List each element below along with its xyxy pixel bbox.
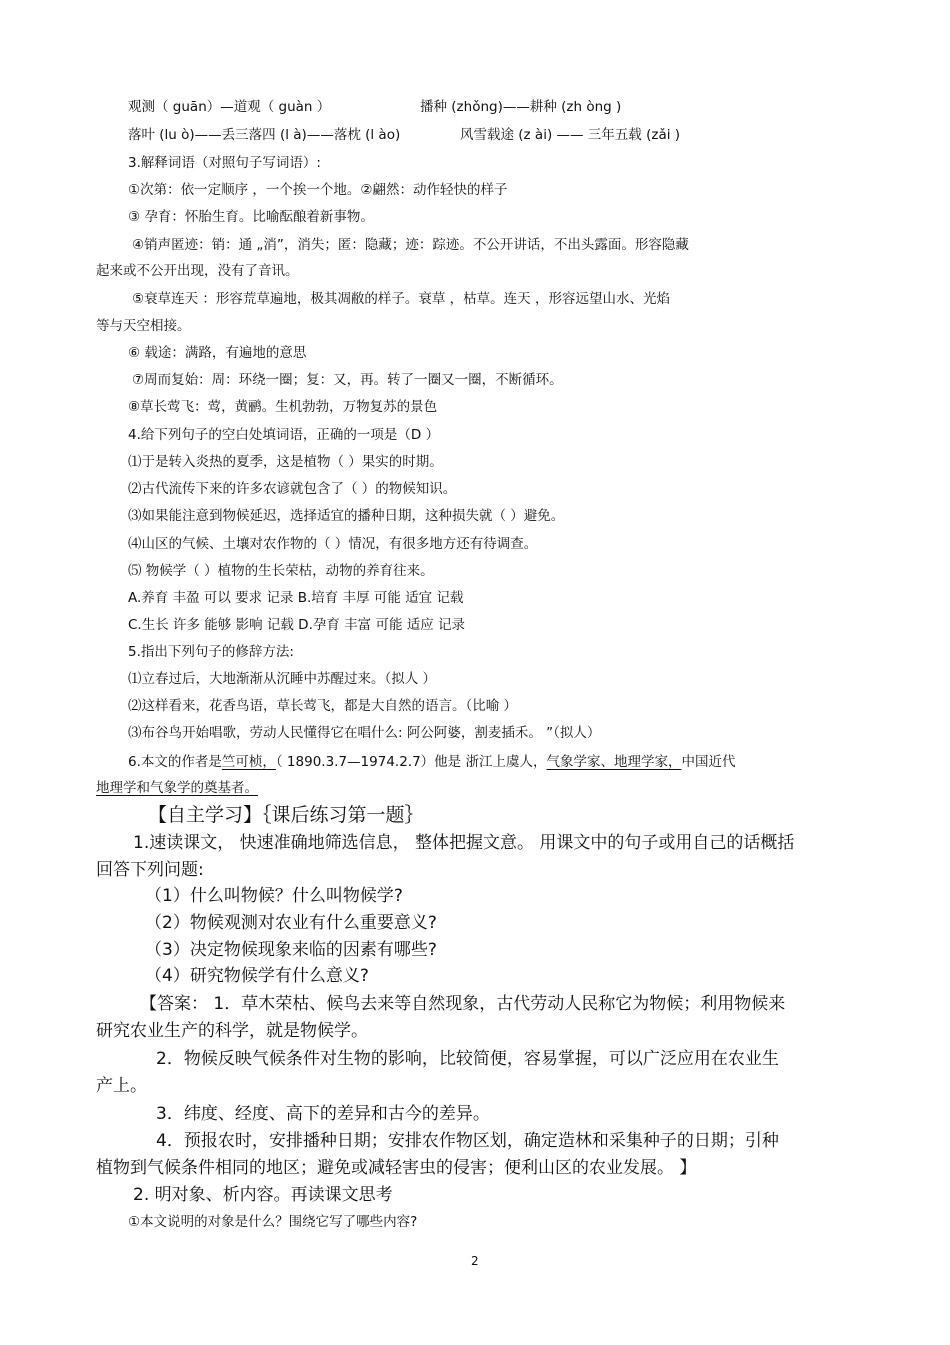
task-1-line-b: 回答下列问题:: [96, 860, 204, 880]
options-a-b: A.养育 丰盈 可以 要求 记录 B.培育 丰厚 可能 适宜 记载: [128, 590, 464, 606]
answer-2b: 产上。: [96, 1076, 147, 1096]
question-item: （3）决定物候现象来临的因素有哪些?: [145, 940, 437, 960]
task-1-line-a: 1.速读课文， 快速准确地筛选信息， 整体把握文意。 用课文中的句子或用自己的话概括: [133, 833, 795, 853]
vocab-line-3b: 起来或不公开出现，没有了音讯。: [96, 263, 299, 279]
author-profession: 气象学家、地理学家，: [546, 754, 682, 770]
fill-question: ⑴于是转入炎热的夏季，这是植物（ ）果实的时期。: [128, 454, 443, 470]
options-c-d: C.生长 许多 能够 影响 记载 D.孕育 丰富 可能 适应 记录: [128, 617, 466, 633]
pinyin-pair-luo: 落叶 (lu ò)——丢三落四 (l à)——落枕 (l ào): [128, 127, 401, 143]
fill-question: ⑷山区的气候、土壤对农作物的（ ）情况，有很多地方还有待调查。: [128, 536, 538, 552]
pinyin-pair-guan: 观测（ guān）—道观（ guàn ）: [128, 99, 331, 115]
section-4-title: 4.给下列句子的空白处填词语，正确的一项是（D ）: [128, 427, 440, 443]
question-item: （1）什么叫物候？什么叫物候学?: [145, 886, 403, 906]
answer-1b: 研究农业生产的科学，就是物候学。: [96, 1021, 368, 1041]
rhetoric-question: ⑴立春过后，大地渐渐从沉睡中苏醒过来。（拟人 ）: [128, 671, 437, 687]
answer-4a: 4．预报农时，安排播种日期；安排农作物区划，确定造林和采集种子的日期；引种: [156, 1131, 779, 1151]
rhetoric-question: ⑶布谷鸟开始唱歌，劳动人民懂得它在唱什么: 阿公阿婆，割麦插禾。 ”（拟人）: [128, 725, 601, 741]
task-2-question: ①本文说明的对象是什么？围绕它写了哪些内容?: [128, 1214, 418, 1230]
vocab-line-4a: ⑤衰草连天 ：形容荒草遍地，极其凋敝的样子。衰草 ，枯草。连天 ，形容远望山水、光焰: [132, 291, 670, 307]
fill-question: ⑶如果能注意到物候延迟，选择适宜的播种日期，这种损失就（ ）避免。: [128, 508, 565, 524]
author-name: 竺可桢，: [221, 754, 276, 770]
vocab-line-5: ⑥ 载途：满路，有遍地的意思: [128, 345, 307, 361]
question-item: （2）物候观测对农业有什么重要意义?: [145, 913, 437, 933]
vocab-line-1: ①次第：依一定顺序 ，一个挨一个地。②翩然：动作轻快的样子: [128, 182, 508, 198]
task-2-title: 2. 明对象、析内容。再读课文思考: [133, 1185, 393, 1205]
answer-1a: 【答案： 1．草木荣枯、候鸟去来等自然现象，古代劳动人民称它为物候；利用物候来: [140, 994, 786, 1014]
answer-4b: 植物到气候条件相同的地区；避免或减轻害虫的侵害；便利山区的农业发展。 】: [96, 1158, 697, 1178]
section-3-title: 3.解释词语（对照句子写词语）:: [128, 155, 321, 171]
author-prefix: 6.本文的作者是: [128, 754, 222, 770]
answer-3: 3．纬度、经度、高下的差异和古今的差异。: [156, 1104, 490, 1124]
vocab-line-2: ③ 孕育：怀胎生育。比喻酝酿着新事物。: [128, 209, 374, 225]
rhetoric-question: ⑵这样看来，花香鸟语，草长莺飞，都是大自然的语言。（比喻 ）: [128, 698, 518, 714]
pinyin-pair-zai: 风雪载途 (z ài) —— 三年五载 (zǎi ): [460, 127, 681, 143]
author-line-1: [128, 753, 735, 771]
author-line-2: 地理学和气象学的奠基者。: [96, 780, 258, 796]
fill-question: ⑸ 物候学（ ）植物的生长荣枯，动物的养育往来。: [128, 563, 434, 579]
section-5-title: 5.指出下列句子的修辞方法:: [128, 644, 294, 660]
author-dates: （ 1890.3.7—1974.2.7）他是 浙江上虞人，: [275, 754, 547, 770]
page-number: 2: [471, 1254, 479, 1268]
vocab-line-3a: ④销声匿迹：销：通 „消”，消失；匿：隐藏；迹：踪迹。不公开讲话，不出头露面。形容隐藏: [132, 237, 689, 253]
author-suffix: 中国近代: [681, 754, 736, 770]
fill-question: ⑵古代流传下来的许多农谚就包含了（ ）的物候知识。: [128, 481, 457, 497]
self-study-heading: 【自主学习】｛课后练习第一题｝: [148, 804, 424, 826]
answer-2a: 2．物候反映气候条件对生物的影响，比较简便，容易掌握，可以广泛应用在农业生: [156, 1049, 779, 1069]
pinyin-pair-zhong: 播种 (zhǒng)——耕种 (zh òng ): [420, 99, 622, 115]
question-item: （4）研究物候学有什么意义?: [145, 966, 369, 986]
vocab-line-4b: 等与天空相接。: [96, 318, 191, 334]
vocab-line-6: ⑦周而复始：周：环绕一圈；复：又，再。转了一圈又一圈，不断循环。: [132, 372, 563, 388]
vocab-line-7: ⑧草长莺飞：莺，黄鹂。生机勃勃，万物复苏的景色: [128, 399, 438, 415]
